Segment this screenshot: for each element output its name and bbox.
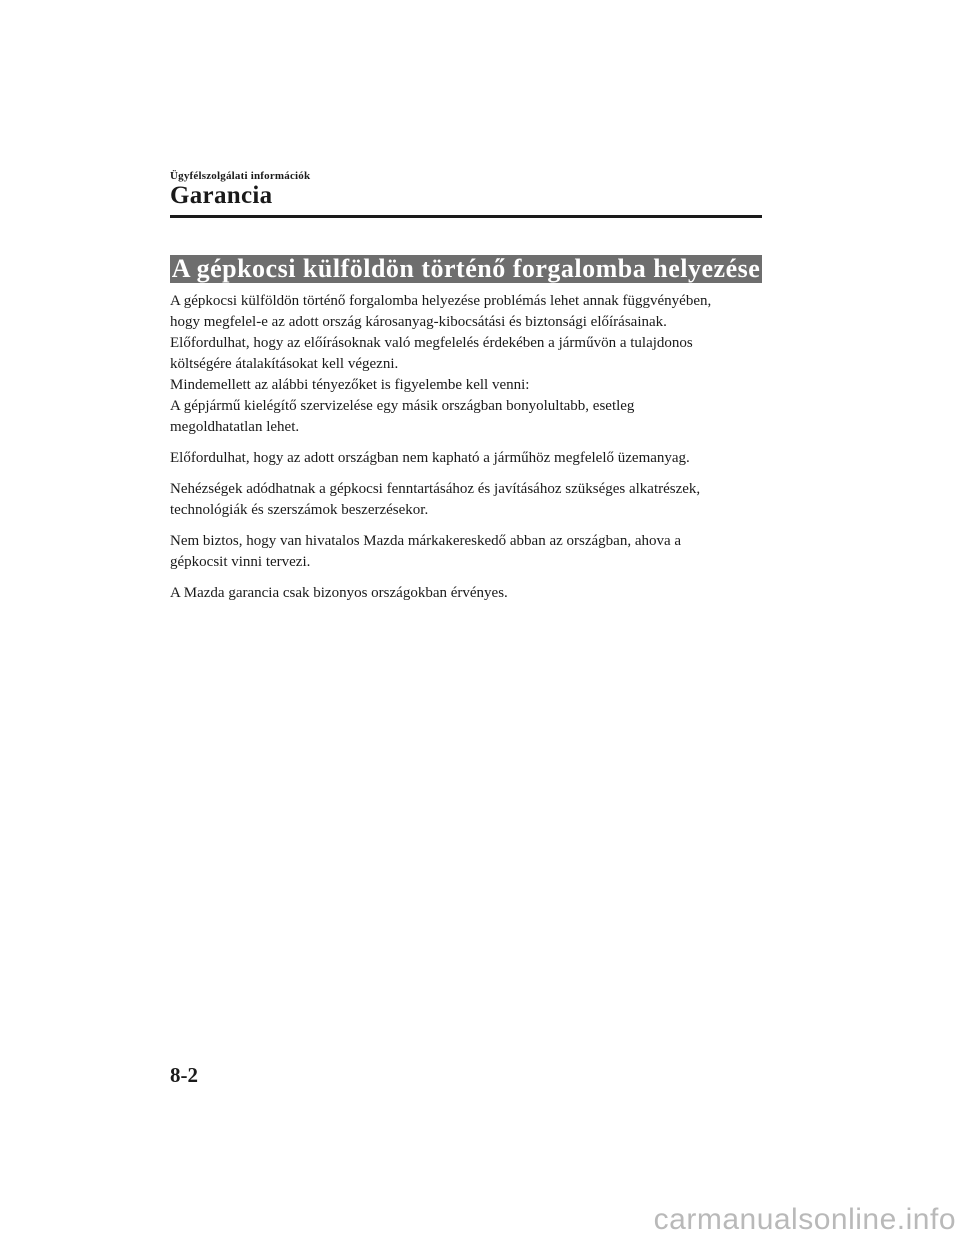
parts-paragraph-line: technológiák és szerszámok beszerzésekor. <box>170 502 429 518</box>
warranty-paragraph: A Mazda garancia csak bizonyos országokban érvényes. <box>170 585 508 601</box>
body-line: Előfordulhat, hogy az előírásoknak való megfelelés érdekében a járművön a tulajdonos <box>170 335 693 351</box>
body-line: megoldhatatlan lehet. <box>170 419 300 435</box>
dealer-paragraph-line: Nem biztos, hogy van hivatalos Mazda márkakereskedő abban az országban, ahova a <box>170 533 682 549</box>
body-text <box>170 291 770 604</box>
page-number: 8-2 <box>170 1063 198 1087</box>
dealer-paragraph-line: gépkocsit vinni tervezi. <box>170 554 311 570</box>
body-line: Mindemellett az alábbi tényezőket is figyelembe kell venni: <box>170 377 530 393</box>
fuel-paragraph: Előfordulhat, hogy az adott országban nem kapható a járműhöz megfelelő üzemanyag. <box>170 450 690 466</box>
body-line: A gépjármű kielégítő szervizelése egy másik országban bonyolultabb, esetleg <box>170 398 635 414</box>
body-line: költségére átalakításokat kell végezni. <box>170 356 399 372</box>
topic-banner: A gépkocsi külföldön történő forgalomba helyezése <box>171 254 761 283</box>
chapter-label: Ügyfélszolgálati információk <box>170 170 311 182</box>
section-title: Garancia <box>170 182 273 209</box>
body-line: A gépkocsi külföldön történő forgalomba helyezése problémás lehet annak függvényében, <box>170 293 712 309</box>
title-divider <box>170 215 762 218</box>
watermark: carmanualsonline.info <box>653 1203 956 1236</box>
parts-paragraph-line: Nehézségek adódhatnak a gépkocsi fenntartásához és javításához szükséges alkatrészek, <box>170 481 701 497</box>
body-line: hogy megfelel-e az adott ország károsanyag-kibocsátási és biztonsági előírásainak. <box>170 314 667 330</box>
